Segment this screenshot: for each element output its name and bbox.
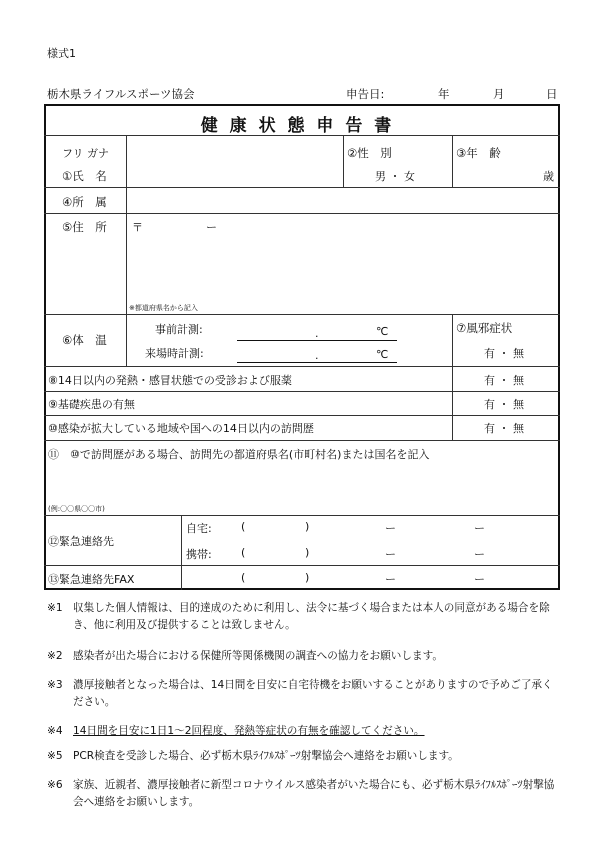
note-6-text: 家族、近親者、濃厚接触者に新型コロナウイルス感染者がいた場合にも、必ず栃木県ﾗｲﾌﾙｽﾎﾟｰﾂ射撃協会へ連絡をお願いします。	[73, 779, 555, 808]
note-2-mark: ※2	[47, 650, 63, 662]
note-1	[47, 600, 557, 634]
cold-symptoms-options[interactable]: 有 ・ 無	[484, 347, 524, 360]
home-phone-paren-close: )	[305, 520, 310, 533]
note-1-text: 収集した個人情報は、目的達成のために利用し、法令に基づく場合または本人の同意がある場合を除き、他に利用及び提供することは致しません。	[73, 602, 550, 631]
row8-label: ⑧14日以内の発熱・感冒状態での受診および服薬	[48, 374, 292, 387]
row10-options[interactable]: 有 ・ 無	[484, 422, 524, 435]
note-6	[47, 777, 557, 811]
age-unit: 歳	[543, 170, 554, 183]
note-4-text: 14日間を目安に1日1～2回程度、発熱等症状の有無を確認してください。	[73, 725, 425, 737]
emergency-contact-label: ⑫緊急連絡先	[48, 535, 114, 548]
note-5-mark: ※5	[47, 750, 63, 762]
affiliation-label: ④所 属	[62, 195, 107, 209]
note-5	[47, 748, 557, 765]
mobile-phone-paren-close: )	[305, 546, 310, 559]
form-id: 様式1	[47, 47, 76, 60]
date-label: 申告日:	[346, 87, 385, 101]
form-title: 健 康 状 態 申 告 書	[200, 116, 395, 136]
fax-dash-1: ー	[385, 573, 396, 586]
temperature-label: ⑥体 温	[62, 333, 107, 347]
age-label: ③年 齢	[456, 146, 501, 160]
postal-mark: 〒	[132, 221, 143, 234]
note-3	[47, 677, 557, 711]
address-note: ※都道府県名から記入	[129, 304, 198, 312]
pre-measure-unit: ℃	[376, 325, 389, 338]
sex-label: ②性 別	[347, 146, 392, 160]
arrival-measure-dot: .	[315, 349, 319, 362]
pre-measure-field[interactable]	[237, 340, 397, 341]
note-2	[47, 648, 557, 665]
home-phone-paren-open: (	[241, 520, 246, 533]
row10-label: ⑩感染が拡大している地域や国への14日以内の訪問歴	[48, 422, 314, 435]
fax-dash-2: ー	[474, 573, 485, 586]
row9-options[interactable]: 有 ・ 無	[484, 398, 524, 411]
date-year: 年	[438, 87, 450, 101]
arrival-measure-unit: ℃	[376, 348, 389, 361]
home-phone-dash-2: ー	[474, 522, 485, 535]
emergency-fax-label: ⑬緊急連絡先FAX	[48, 573, 135, 586]
row11-label: ⑪ ⑩で訪問歴がある場合、訪問先の都道府県名(市町村名)または国名を記入	[48, 448, 430, 461]
fax-paren-open: (	[241, 571, 246, 584]
date-month: 月	[493, 87, 505, 101]
organization-name: 栃木県ライフルスポーツ協会	[47, 87, 195, 101]
note-4	[47, 723, 557, 740]
note-3-mark: ※3	[47, 679, 63, 691]
mobile-phone-dash-1: ー	[385, 548, 396, 561]
arrival-measure-field[interactable]	[237, 362, 397, 363]
row11-example: (例:〇〇県〇〇市)	[48, 505, 105, 513]
home-phone-dash-1: ー	[385, 522, 396, 535]
fax-paren-close: )	[305, 571, 310, 584]
cold-symptoms-label: ⑦風邪症状	[456, 321, 513, 335]
pre-measure-label: 事前計測:	[155, 323, 203, 336]
home-phone-label: 自宅:	[186, 522, 212, 535]
postal-dash: ー	[206, 221, 217, 234]
mobile-phone-paren-open: (	[241, 546, 246, 559]
note-1-mark: ※1	[47, 602, 63, 614]
mobile-phone-dash-2: ー	[474, 548, 485, 561]
furigana-label: フリ ガナ	[62, 147, 110, 160]
name-label: ①氏 名	[62, 169, 107, 183]
row9-label: ⑨基礎疾患の有無	[48, 398, 135, 411]
pre-measure-dot: .	[315, 327, 319, 340]
sex-options[interactable]: 男 ・ 女	[375, 170, 415, 183]
note-4-mark: ※4	[47, 725, 63, 737]
address-label: ⑤住 所	[62, 220, 107, 234]
arrival-measure-label: 来場時計測:	[145, 347, 204, 360]
note-5-text: PCR検査を受診した場合、必ず栃木県ﾗｲﾌﾙｽﾎﾟｰﾂ射撃協会へ連絡をお願いします。	[73, 750, 459, 762]
date-day: 日	[546, 87, 558, 101]
note-3-text: 濃厚接触者となった場合は、14日間を目安に自宅待機をお願いすることがありますので予めご了承ください。	[73, 679, 553, 708]
row8-options[interactable]: 有 ・ 無	[484, 374, 524, 387]
mobile-phone-label: 携帯:	[186, 548, 212, 561]
note-6-mark: ※6	[47, 779, 63, 791]
note-2-text: 感染者が出た場合における保健所等関係機関の調査への協力をお願いします。	[73, 650, 443, 662]
